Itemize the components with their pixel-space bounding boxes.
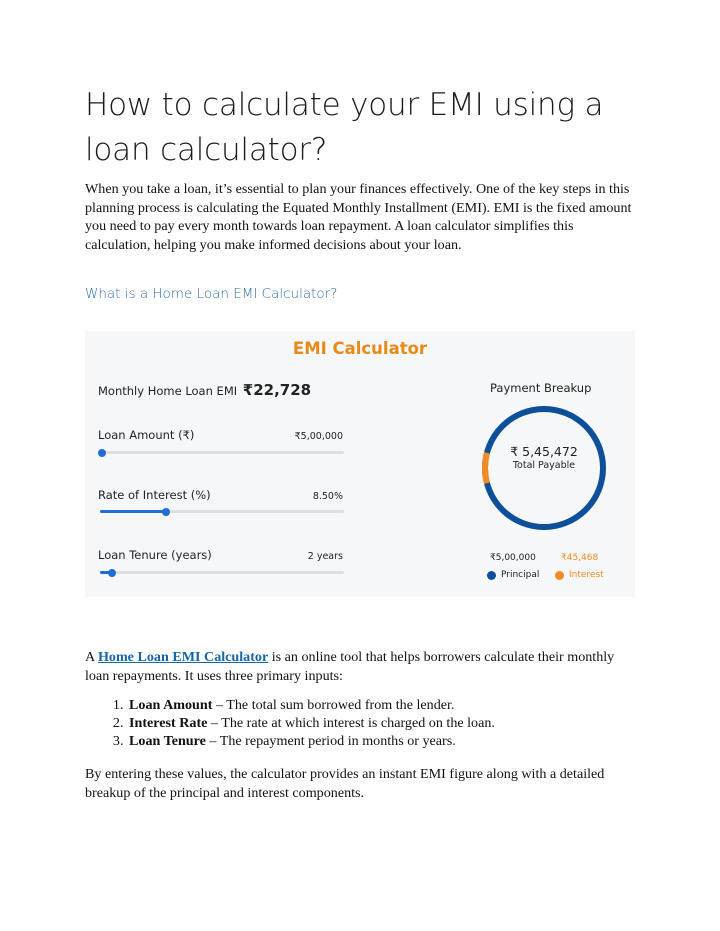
calculator-title: EMI Calculator xyxy=(292,339,428,358)
monthly-emi-row xyxy=(98,381,311,399)
interest-rate-value: 8.50% xyxy=(312,491,343,502)
loan-tenure-slider[interactable] xyxy=(100,571,344,574)
section-heading: What is a Home Loan EMI Calculator? xyxy=(85,286,338,302)
slider-thumb[interactable] xyxy=(98,449,106,457)
para-suffix: is an online tool that helps borrowers calculate their monthly loan repayments. It uses three primary inputs: xyxy=(85,649,615,684)
list-item-term: Loan Amount xyxy=(129,697,213,713)
legend-principal-label: Principal xyxy=(501,570,540,580)
list-item-term: Loan Tenure xyxy=(129,733,206,750)
slider-fill xyxy=(100,510,166,513)
inputs-list xyxy=(85,696,637,751)
payment-breakup-title: Payment Breakup xyxy=(490,381,592,395)
principal-amount: ₹5,00,000 xyxy=(490,553,536,563)
list-item-desc: – The total sum borrowed from the lender. xyxy=(212,697,455,713)
list-item xyxy=(127,732,637,750)
loan-amount-value: ₹5,00,000 xyxy=(294,431,343,442)
emi-calculator-image xyxy=(85,331,635,597)
loan-tenure-value: 2 years xyxy=(307,551,343,562)
interest-rate-label: Rate of Interest (%) xyxy=(98,488,211,502)
home-loan-emi-calculator-link[interactable]: Home Loan EMI Calculator xyxy=(97,649,269,665)
list-item-desc: – The repayment period in months or years. xyxy=(205,733,456,750)
legend-interest-label: Interest xyxy=(569,570,604,580)
interest-rate-slider[interactable] xyxy=(100,510,344,513)
page-title: How to calculate your EMI using a loan calculator? xyxy=(85,87,604,168)
legend-principal xyxy=(487,570,539,580)
emi-label: Monthly Home Loan EMI xyxy=(98,384,238,398)
list-item-desc: – The rate at which interest is charged on the loan. xyxy=(207,715,495,732)
emi-value: ₹22,728 xyxy=(242,381,312,399)
total-payable-value: ₹ 5,45,472 xyxy=(510,444,578,459)
slider-thumb[interactable] xyxy=(108,569,116,577)
list-item-term: Interest Rate xyxy=(129,715,208,732)
list-item xyxy=(127,714,637,732)
loan-amount-slider[interactable] xyxy=(100,451,344,454)
closing-paragraph: By entering these values, the calculator provides an instant EMI figure along with a detailed breakup of the principal and interest components. xyxy=(85,766,605,801)
loan-amount-label: Loan Amount (₹) xyxy=(98,428,195,442)
interest-amount: ₹45,468 xyxy=(561,553,599,563)
interest-dot-icon xyxy=(555,571,564,580)
para-prefix: A xyxy=(85,649,98,665)
slider-thumb[interactable] xyxy=(162,508,170,516)
intro-paragraph: When you take a loan, it’s essential to plan your finances effectively. One of the key steps in this planning process is calculating the Equated Monthly Installment (EMI). EMI is the fixed amount you need to pay every month towards loan repayment. A loan calculator simplifies this calculation, helping you make informed decisions about your loan. xyxy=(85,181,632,253)
calculator-description xyxy=(85,648,637,685)
loan-tenure-label: Loan Tenure (years) xyxy=(98,548,212,562)
list-item xyxy=(127,696,637,714)
total-payable-label: Total Payable xyxy=(512,460,576,471)
legend-interest xyxy=(555,570,604,580)
principal-dot-icon xyxy=(487,571,496,580)
